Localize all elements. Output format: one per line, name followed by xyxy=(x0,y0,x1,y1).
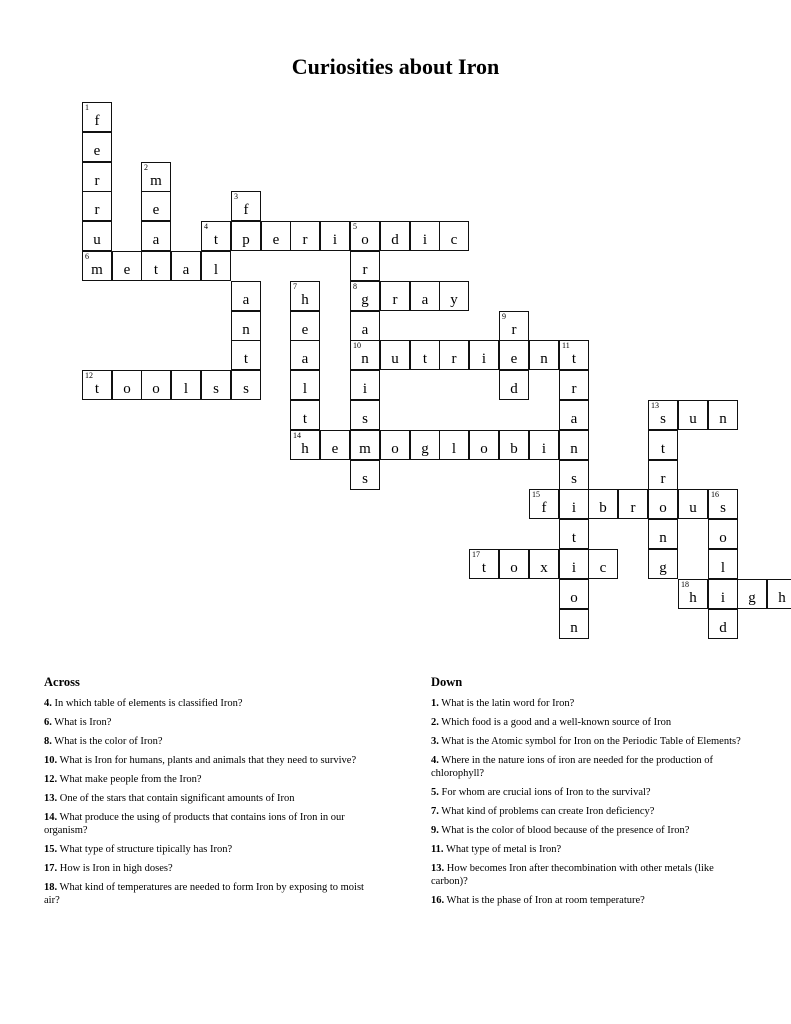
clue-number: 13. xyxy=(431,863,445,874)
across-clue xyxy=(44,811,374,837)
across-heading: Across xyxy=(44,675,80,689)
clue-text: Where in the nature ions of iron are needed for the production of chlorophyll? xyxy=(431,755,714,779)
grid-cell[interactable] xyxy=(559,489,589,519)
cell-letter: l xyxy=(183,381,189,397)
across-clue xyxy=(44,754,374,767)
clue-text: What is Iron for humans, plants and animals that they need to survive? xyxy=(57,755,357,766)
clue-number: 10. xyxy=(44,755,58,766)
grid-cell[interactable] xyxy=(559,519,589,549)
grid-cell[interactable] xyxy=(708,519,738,549)
clue-number: 11 xyxy=(562,341,570,350)
cell-letter: a xyxy=(421,292,429,308)
cell-letter: u xyxy=(391,351,399,367)
cell-letter: t xyxy=(94,381,100,397)
cell-letter: e xyxy=(152,202,160,218)
grid-cell[interactable] xyxy=(290,400,320,430)
down-clue xyxy=(431,805,751,818)
grid-cell[interactable] xyxy=(231,370,261,400)
grid-cell[interactable] xyxy=(708,489,738,519)
cell-letter: s xyxy=(243,381,249,397)
grid-cell[interactable] xyxy=(499,311,529,341)
cell-letter: i xyxy=(571,560,577,576)
grid-cell[interactable] xyxy=(141,221,171,251)
cell-letter: r xyxy=(94,202,100,218)
grid-cell[interactable] xyxy=(82,132,112,162)
grid-cell[interactable] xyxy=(469,430,499,460)
cell-letter: s xyxy=(720,500,726,516)
down-clue xyxy=(431,697,751,710)
cell-letter: t xyxy=(153,262,159,278)
grid-cell[interactable] xyxy=(439,281,469,311)
clue-number: 12. xyxy=(44,774,58,785)
clue-text: What is the phase of Iron at room temperature? xyxy=(444,895,645,906)
grid-cell[interactable] xyxy=(708,579,738,609)
cell-letter: o xyxy=(570,590,578,606)
cell-letter: e xyxy=(510,351,518,367)
cell-letter: r xyxy=(511,322,517,338)
grid-cell[interactable] xyxy=(350,281,380,311)
cell-letter: a xyxy=(242,292,250,308)
cell-letter: i xyxy=(481,351,487,367)
grid-cell[interactable] xyxy=(82,221,112,251)
clue-number: 18 xyxy=(681,580,689,589)
clue-number: 1 xyxy=(85,103,89,112)
grid-cell[interactable] xyxy=(171,251,201,281)
cell-letter: u xyxy=(689,500,697,516)
grid-cell[interactable] xyxy=(678,489,708,519)
grid-cell[interactable] xyxy=(290,370,320,400)
cell-letter: o xyxy=(391,441,399,457)
cell-letter: o xyxy=(152,381,160,397)
grid-cell[interactable] xyxy=(708,609,738,639)
clue-text: What kind of temperatures are needed to form Iron by exposing to moist air? xyxy=(44,882,364,906)
clue-number: 9. xyxy=(431,825,439,836)
clue-text: In which table of elements is classified Iron? xyxy=(51,698,243,709)
clue-number: 15. xyxy=(44,844,58,855)
grid-cell[interactable] xyxy=(350,430,380,460)
clue-text: One of the stars that contain significant amounts of Iron xyxy=(57,793,295,804)
clue-number: 3. xyxy=(431,736,439,747)
down-clues xyxy=(431,676,751,913)
cell-letter: d xyxy=(391,232,399,248)
grid-cell[interactable] xyxy=(529,549,559,579)
cell-letter: c xyxy=(450,232,458,248)
grid-cell[interactable] xyxy=(380,221,410,251)
grid-cell[interactable] xyxy=(112,370,142,400)
cell-letter: l xyxy=(213,262,219,278)
cell-letter: t xyxy=(243,351,249,367)
grid-cell[interactable] xyxy=(499,549,529,579)
clue-number: 4. xyxy=(431,755,439,766)
cell-letter: d xyxy=(719,620,727,636)
cell-letter: m xyxy=(150,173,162,189)
clue-number: 17. xyxy=(44,863,58,874)
cell-letter: r xyxy=(302,232,308,248)
cell-letter: t xyxy=(422,351,428,367)
down-clue xyxy=(431,843,751,856)
clue-number: 13. xyxy=(44,793,58,804)
grid-cell[interactable] xyxy=(141,191,171,221)
cell-letter: l xyxy=(720,560,726,576)
cell-letter: a xyxy=(182,262,190,278)
cell-letter: f xyxy=(541,500,547,516)
grid-cell[interactable] xyxy=(559,579,589,609)
clue-number: 8 xyxy=(353,282,357,291)
cell-letter: s xyxy=(362,471,368,487)
clue-number: 18. xyxy=(44,882,58,893)
grid-cell[interactable] xyxy=(201,370,231,400)
grid-cell[interactable] xyxy=(82,191,112,221)
grid-cell[interactable] xyxy=(290,281,320,311)
grid-cell[interactable] xyxy=(350,460,380,490)
across-clue xyxy=(44,843,374,856)
clue-number: 6. xyxy=(44,717,52,728)
cell-letter: t xyxy=(571,351,577,367)
grid-cell[interactable] xyxy=(708,400,738,430)
grid-cell[interactable] xyxy=(648,400,678,430)
grid-cell[interactable] xyxy=(410,430,440,460)
clue-number: 2. xyxy=(431,717,439,728)
grid-cell[interactable] xyxy=(618,489,648,519)
grid-cell[interactable] xyxy=(559,400,589,430)
clue-number: 17 xyxy=(472,550,480,559)
clue-text: How becomes Iron after thecombination with other metals (like carbon)? xyxy=(431,863,714,887)
clue-number: 3 xyxy=(234,192,238,201)
across-clues xyxy=(44,676,374,913)
grid-cell[interactable] xyxy=(559,430,589,460)
clue-text: Which food is a good and a well-known source of Iron xyxy=(438,717,672,728)
grid-cell[interactable] xyxy=(350,221,380,251)
grid-cell[interactable] xyxy=(559,460,589,490)
clue-number: 7. xyxy=(431,806,439,817)
clue-text: For whom are crucial ions of Iron to the survival? xyxy=(438,787,651,798)
grid-cell[interactable] xyxy=(529,340,559,370)
grid-cell[interactable] xyxy=(290,340,320,370)
down-clue xyxy=(431,735,751,748)
clue-text: What make people from the Iron? xyxy=(57,774,202,785)
cell-letter: n xyxy=(540,351,548,367)
cell-letter: g xyxy=(659,560,667,576)
clue-number: 7 xyxy=(293,282,297,291)
grid-cell[interactable] xyxy=(410,221,440,251)
cell-letter: l xyxy=(451,441,457,457)
clue-number: 16 xyxy=(711,490,719,499)
cell-letter: p xyxy=(242,232,250,248)
grid-cell[interactable] xyxy=(350,340,380,370)
cell-letter: o xyxy=(123,381,131,397)
down-clue xyxy=(431,754,751,780)
clue-number: 1. xyxy=(431,698,439,709)
grid-cell[interactable] xyxy=(648,519,678,549)
grid-cell[interactable] xyxy=(231,311,261,341)
cell-letter: d xyxy=(510,381,518,397)
cell-letter: r xyxy=(362,262,368,278)
cell-letter: g xyxy=(748,590,756,606)
grid-cell[interactable] xyxy=(410,281,440,311)
cell-letter: h xyxy=(778,590,786,606)
clue-text: What is Iron? xyxy=(51,717,112,728)
grid-cell[interactable] xyxy=(529,430,559,460)
grid-cell[interactable] xyxy=(290,430,320,460)
cell-letter: t xyxy=(213,232,219,248)
clue-text: What is the color of Iron? xyxy=(51,736,163,747)
across-clue xyxy=(44,716,374,729)
cell-letter: x xyxy=(540,560,548,576)
grid-cell[interactable] xyxy=(559,370,589,400)
clue-number: 9 xyxy=(502,312,506,321)
cell-letter: g xyxy=(361,292,369,308)
cell-letter: h xyxy=(689,590,697,606)
grid-cell[interactable] xyxy=(141,162,171,192)
cell-letter: r xyxy=(660,471,666,487)
down-heading: Down xyxy=(431,675,463,689)
grid-cell[interactable] xyxy=(559,340,589,370)
grid-cell[interactable] xyxy=(350,311,380,341)
grid-cell[interactable] xyxy=(141,370,171,400)
grid-cell[interactable] xyxy=(231,281,261,311)
cell-letter: i xyxy=(720,590,726,606)
grid-cell[interactable] xyxy=(439,221,469,251)
grid-cell[interactable] xyxy=(380,430,410,460)
grid-cell[interactable] xyxy=(350,370,380,400)
cell-letter: n xyxy=(659,530,667,546)
cell-letter: o xyxy=(480,441,488,457)
grid-cell[interactable] xyxy=(231,191,261,221)
cell-letter: l xyxy=(302,381,308,397)
grid-cell[interactable] xyxy=(201,221,231,251)
down-clue xyxy=(431,716,751,729)
grid-cell[interactable] xyxy=(559,549,589,579)
across-clue xyxy=(44,735,374,748)
cell-letter: o xyxy=(510,560,518,576)
grid-cell[interactable] xyxy=(350,400,380,430)
cell-letter: i xyxy=(332,232,338,248)
cell-letter: t xyxy=(660,441,666,457)
cell-letter: r xyxy=(451,351,457,367)
down-clue xyxy=(431,894,751,907)
clue-number: 12 xyxy=(85,371,93,380)
across-clue xyxy=(44,697,374,710)
grid-cell[interactable] xyxy=(767,579,791,609)
cell-letter: s xyxy=(571,471,577,487)
cell-letter: t xyxy=(302,411,308,427)
clue-number: 13 xyxy=(651,401,659,410)
cell-letter: b xyxy=(510,441,518,457)
cell-letter: h xyxy=(301,292,309,308)
clue-number: 16. xyxy=(431,895,445,906)
grid-cell[interactable] xyxy=(648,549,678,579)
across-clue xyxy=(44,773,374,786)
clue-text: What type of metal is Iron? xyxy=(443,844,562,855)
cell-letter: o xyxy=(659,500,667,516)
grid-cell[interactable] xyxy=(469,340,499,370)
clue-text: How is Iron in high doses? xyxy=(57,863,173,874)
cell-letter: i xyxy=(422,232,428,248)
grid-cell[interactable] xyxy=(737,579,767,609)
grid-cell[interactable] xyxy=(410,340,440,370)
grid-cell[interactable] xyxy=(708,549,738,579)
clue-number: 11. xyxy=(431,844,444,855)
grid-cell[interactable] xyxy=(290,221,320,251)
across-clue xyxy=(44,862,374,875)
cell-letter: o xyxy=(719,530,727,546)
clue-number: 14. xyxy=(44,812,58,823)
grid-cell[interactable] xyxy=(588,489,618,519)
cell-letter: t xyxy=(481,560,487,576)
grid-cell[interactable] xyxy=(171,370,201,400)
cell-letter: g xyxy=(421,441,429,457)
clue-number: 4. xyxy=(44,698,52,709)
grid-cell[interactable] xyxy=(678,400,708,430)
cell-letter: e xyxy=(123,262,131,278)
clue-text: What type of structure tipically has Iron? xyxy=(57,844,233,855)
grid-cell[interactable] xyxy=(469,549,499,579)
cell-letter: a xyxy=(301,351,309,367)
cell-letter: t xyxy=(571,530,577,546)
clue-number: 10 xyxy=(353,341,361,350)
clue-text: What is the Atomic symbol for Iron on the Periodic Table of Elements? xyxy=(438,736,741,747)
across-clue xyxy=(44,881,374,907)
cell-letter: a xyxy=(361,322,369,338)
cell-letter: c xyxy=(599,560,607,576)
grid-cell[interactable] xyxy=(499,370,529,400)
cell-letter: n xyxy=(570,620,578,636)
grid-cell[interactable] xyxy=(141,251,171,281)
grid-cell[interactable] xyxy=(380,340,410,370)
page-title: Curiosities about Iron xyxy=(291,54,500,79)
cell-letter: r xyxy=(630,500,636,516)
cell-letter: s xyxy=(660,411,666,427)
grid-cell[interactable] xyxy=(559,609,589,639)
clue-number: 6 xyxy=(85,252,89,261)
grid-cell[interactable] xyxy=(350,251,380,281)
cell-letter: i xyxy=(362,381,368,397)
grid-cell[interactable] xyxy=(439,340,469,370)
cell-letter: i xyxy=(541,441,547,457)
clue-number: 8. xyxy=(44,736,52,747)
grid-cell[interactable] xyxy=(380,281,410,311)
cell-letter: m xyxy=(359,441,371,457)
cell-letter: e xyxy=(331,441,339,457)
cell-letter: s xyxy=(213,381,219,397)
cell-letter: e xyxy=(272,232,280,248)
cell-letter: a xyxy=(152,232,160,248)
down-clue xyxy=(431,786,751,799)
across-clue xyxy=(44,792,374,805)
grid-cell[interactable] xyxy=(439,430,469,460)
grid-cell[interactable] xyxy=(648,460,678,490)
cell-letter: o xyxy=(361,232,369,248)
clue-number: 5. xyxy=(431,787,439,798)
cell-letter: y xyxy=(450,292,458,308)
clue-number: 14 xyxy=(293,431,301,440)
grid-cell[interactable] xyxy=(529,489,559,519)
cell-letter: r xyxy=(392,292,398,308)
cell-letter: b xyxy=(599,500,607,516)
cell-letter: n xyxy=(242,322,250,338)
clue-number: 15 xyxy=(532,490,540,499)
cell-letter: n xyxy=(570,441,578,457)
cell-letter: h xyxy=(301,441,309,457)
cell-letter: e xyxy=(93,143,101,159)
cell-letter: n xyxy=(361,351,369,367)
down-clue xyxy=(431,862,751,888)
grid-cell[interactable] xyxy=(678,579,708,609)
grid-cell[interactable] xyxy=(231,340,261,370)
grid-cell[interactable] xyxy=(82,162,112,192)
clue-number: 2 xyxy=(144,163,148,172)
clue-text: What is the color of blood because of the presence of Iron? xyxy=(438,825,690,836)
grid-cell[interactable] xyxy=(261,221,291,251)
grid-cell[interactable] xyxy=(320,221,350,251)
clue-text: What kind of problems can create Iron deficiency? xyxy=(438,806,655,817)
across-clue-list xyxy=(44,697,374,907)
cell-letter: r xyxy=(94,173,100,189)
grid-cell[interactable] xyxy=(588,549,618,579)
cell-letter: i xyxy=(571,500,577,516)
grid-cell[interactable] xyxy=(499,340,529,370)
cell-letter: f xyxy=(94,113,100,129)
grid-cell[interactable] xyxy=(648,489,678,519)
cell-letter: u xyxy=(689,411,697,427)
cell-letter: f xyxy=(243,202,249,218)
grid-cell[interactable] xyxy=(112,251,142,281)
cell-letter: u xyxy=(93,232,101,248)
clue-text: What produce the using of products that contains ions of Iron in our organism? xyxy=(44,812,345,836)
cell-letter: m xyxy=(91,262,103,278)
grid-cell[interactable] xyxy=(201,251,231,281)
down-clue-list xyxy=(431,697,751,907)
grid-cell[interactable] xyxy=(320,430,350,460)
grid-cell[interactable] xyxy=(648,430,678,460)
clue-number: 5 xyxy=(353,222,357,231)
down-clue xyxy=(431,824,751,837)
cell-letter: s xyxy=(362,411,368,427)
grid-cell[interactable] xyxy=(231,221,261,251)
grid-cell[interactable] xyxy=(499,430,529,460)
clue-number: 4 xyxy=(204,222,208,231)
cell-letter: n xyxy=(719,411,727,427)
cell-letter: r xyxy=(571,381,577,397)
cell-letter: a xyxy=(570,411,578,427)
clue-text: What is the latin word for Iron? xyxy=(438,698,575,709)
grid-cell[interactable] xyxy=(82,251,112,281)
grid-cell[interactable] xyxy=(290,311,320,341)
cell-letter: e xyxy=(301,322,309,338)
grid-cell[interactable] xyxy=(82,102,112,132)
grid-cell[interactable] xyxy=(82,370,112,400)
